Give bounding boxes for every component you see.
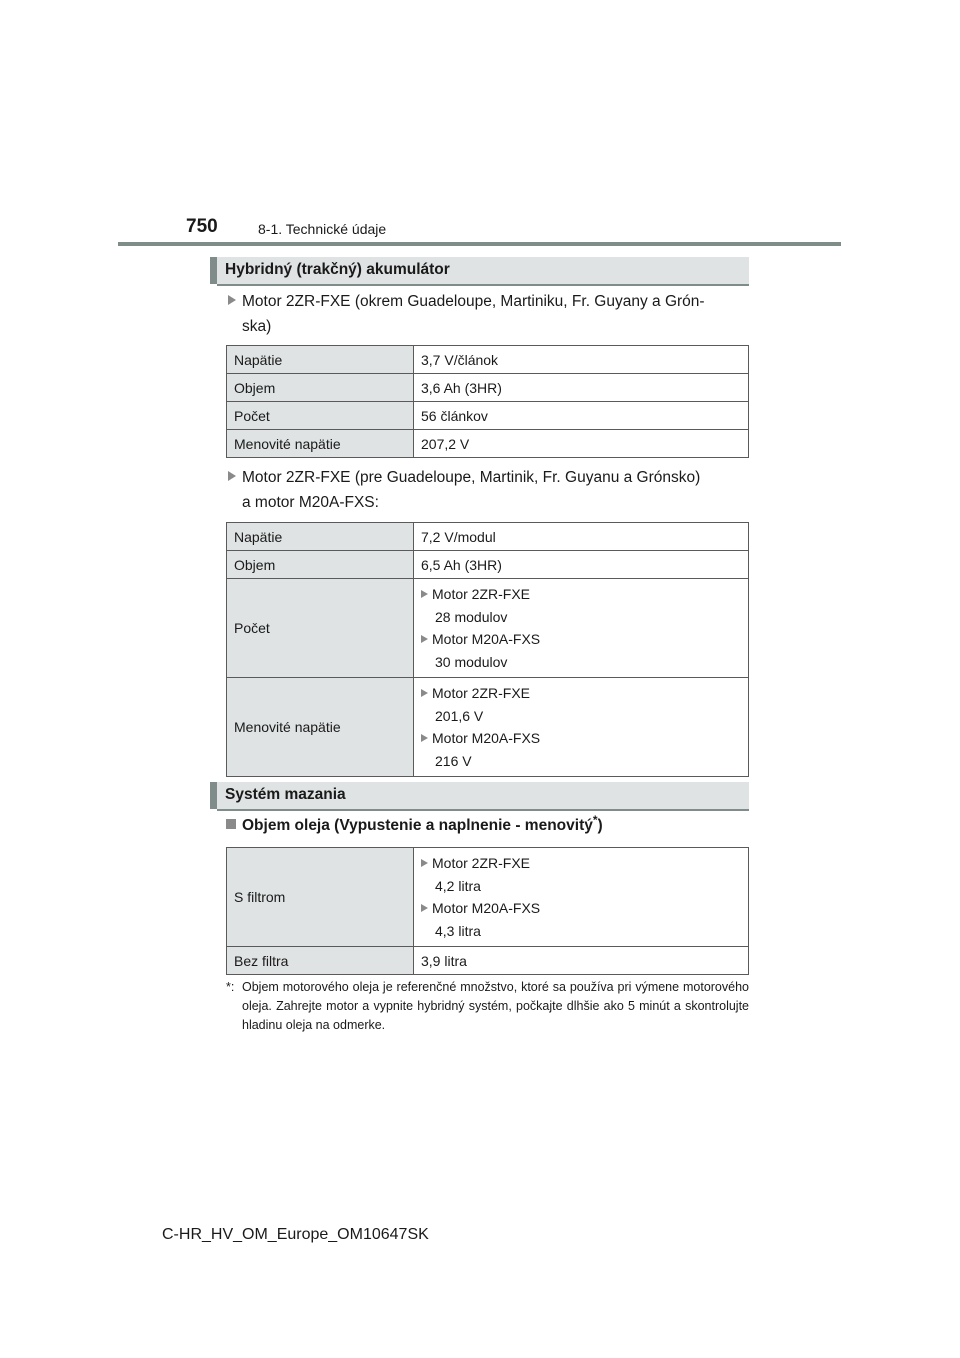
triangle-bullet-icon — [421, 689, 428, 697]
table-row — [227, 947, 749, 975]
spec-value: 3,6 Ah (3HR) — [414, 374, 749, 402]
spec-value: Motor 2ZR-FXE 4,2 litra Motor M20A-FXS 4,3 litra — [414, 848, 749, 947]
triangle-bullet-icon — [421, 734, 428, 742]
spec-value: 7,2 V/modul — [414, 523, 749, 551]
table-row — [227, 346, 749, 374]
triangle-bullet-icon — [421, 635, 428, 643]
footnote-text: Objem motorového oleja je referenčné množstvo, ktoré sa používa pri výmene motorového oleja. Zahrejte motor a vypnite hybridný systém, počkajte dlhšie ako 5 minút a skontrolujte hladinu oleja na odmerke. — [242, 980, 749, 1032]
spec-key: S filtrom — [227, 848, 414, 947]
spec-value: 3,7 V/článok — [414, 346, 749, 374]
triangle-bullet-icon — [421, 904, 428, 912]
spec-key: Počet — [227, 579, 414, 678]
oil-capacity-table — [226, 847, 749, 975]
spec-key: Objem — [227, 374, 414, 402]
table-row — [227, 551, 749, 579]
spec-value: Motor 2ZR-FXE 201,6 V Motor M20A-FXS 216 V — [414, 678, 749, 777]
spec-value: 3,9 litra — [414, 947, 749, 975]
battery-section-title-bar — [210, 257, 749, 284]
spec-key: Objem — [227, 551, 414, 579]
battery-variant2-heading: Motor 2ZR-FXE (pre Guadeloupe, Martinik, Fr. Guyanu a Grónsko) a motor M20A-FXS: — [228, 465, 750, 515]
spec-value: 207,2 V — [414, 430, 749, 458]
spec-value: 6,5 Ah (3HR) — [414, 551, 749, 579]
triangle-bullet-icon — [421, 590, 428, 598]
footnote-marker: *: — [226, 980, 235, 994]
triangle-bullet-icon — [228, 295, 236, 305]
spec-key: Menovité napätie — [227, 430, 414, 458]
header-rule — [118, 242, 841, 246]
oil-capacity-heading: Objem oleja (Vypustenie a naplnenie - menovitý*) — [226, 813, 603, 835]
section-header: 8-1. Technické údaje — [258, 221, 387, 237]
triangle-bullet-icon — [228, 471, 236, 481]
table-row — [227, 430, 749, 458]
spec-value: 56 článkov — [414, 402, 749, 430]
lubrication-section-title: Systém mazania — [225, 786, 346, 803]
spec-key: Počet — [227, 402, 414, 430]
spec-key: Napätie — [227, 346, 414, 374]
footnote-marker: * — [592, 813, 598, 827]
page-number: 750 — [186, 216, 218, 237]
table-row — [227, 579, 749, 678]
footnote — [226, 978, 749, 1035]
square-bullet-icon — [226, 819, 236, 829]
table-row — [227, 848, 749, 947]
battery-variant1-table — [226, 345, 749, 458]
table-row — [227, 523, 749, 551]
table-row — [227, 678, 749, 777]
spec-value: Motor 2ZR-FXE 28 modulov Motor M20A-FXS 30 modulov — [414, 579, 749, 678]
battery-variant1-heading: Motor 2ZR-FXE (okrem Guadeloupe, Martiniku, Fr. Guyany a Grón- ska) — [228, 289, 750, 339]
battery-variant2-table — [226, 522, 749, 777]
spec-key: Napätie — [227, 523, 414, 551]
document-code: C-HR_HV_OM_Europe_OM10647SK — [162, 1226, 429, 1243]
battery-section-title: Hybridný (trakčný) akumulátor — [225, 261, 450, 278]
spec-key: Menovité napätie — [227, 678, 414, 777]
triangle-bullet-icon — [421, 859, 428, 867]
table-row — [227, 374, 749, 402]
spec-key: Bez filtra — [227, 947, 414, 975]
table-row — [227, 402, 749, 430]
lubrication-section-title-bar — [210, 782, 749, 809]
